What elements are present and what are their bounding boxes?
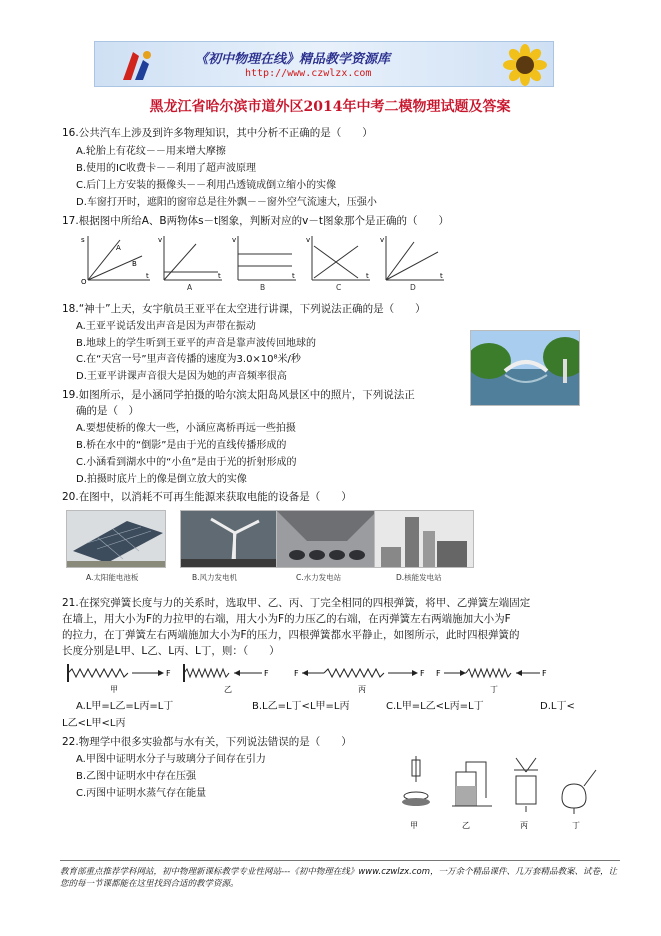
q17-stem: 17.根据图中所给A、B两物体s－t图象，判断对应的v－t图象那个是正确的（ ） [62,215,450,227]
q22-stem: 22.物理学中很多实验都与水有关，下列说法错误的是（ ） [62,736,352,748]
q21-option-c: C.L甲=L乙<L丙=L丁 [386,701,484,712]
q16-option-c: C.后门上方安装的摄像头－－利用凸透镜成倒立缩小的实像 [76,180,337,191]
svg-text:t: t [292,272,295,280]
q17-label-b: B [260,283,266,292]
q17-label-a: A [187,283,193,292]
svg-text:F: F [166,669,171,678]
q19-option-b: B.桥在水中的“倒影”是由于光的直线传播形成的 [76,440,287,451]
svg-text:F: F [264,669,269,678]
q19-stem-line2: 确的是（ ） [76,405,139,417]
q18-option-b: B.地球上的学生听到王亚平的声音是靠声波传回地球的 [76,338,317,349]
q21-option-d-part2: L乙<L甲<L丙 [62,718,126,729]
line-b-label: B [132,260,137,268]
logo-icon [117,46,157,84]
svg-text:v: v [158,236,163,244]
q16-option-a: A.轮胎上有花纹－－用来增大摩擦 [76,146,226,157]
springs-figure [62,662,602,694]
solar-panel-photo [66,510,166,568]
q22-option-c: C.丙图中证明水蒸气存在能量 [76,788,207,799]
q22-option-a: A.甲图中证明水分子与玻璃分子间存在引力 [76,754,266,765]
footer-text: 教育部重点推荐学科网站，初中物理新课标教学专业性网站---《初中物理在线》www.czwlzx.com，一万余个精品课件、几万套精品教案、试卷，让您的每一节课都能在这里找到合适的教学资源。 [60,867,618,889]
svg-text:t: t [440,272,443,280]
document-title: 黑龙江省哈尔滨市道外区2014年中考二模物理试题及答案 [149,99,511,115]
svg-text:乙: 乙 [462,821,470,830]
svg-text:丁: 丁 [572,821,580,830]
q19-stem-line1: 19.如图所示，是小涵同学拍摄的哈尔滨太阳岛风景区中的照片，下列说法正 [62,389,415,401]
caption-solar: A.太阳能电池板 [86,573,139,582]
footer-rule [60,860,620,861]
lake-bridge-photo [470,330,580,406]
svg-text:v: v [380,236,385,244]
q22-option-b: B.乙图中证明水中存在压强 [76,771,197,782]
q17-graph-d [380,232,448,286]
q19-option-c: C.小涵看到湖水中的“小鱼”是由于光的折射形成的 [76,457,297,468]
caption-hydro: C.水力发电站 [296,573,342,582]
axis-t-label: t [146,272,149,280]
wind-turbine-photo [180,510,280,568]
water-experiments-figure [396,752,606,832]
q20-stem: 20.在图中，以消耗不可再生能源来获取电能的设备是（ ） [62,491,352,503]
svg-text:v: v [306,236,311,244]
caption-wind: B.风力发电机 [192,573,238,582]
q21-line3: 的拉力，在丁弹簧左右两端施加大小为F的压力，四根弹簧都水平静止，如图所示，此时四根弹簧的 [62,629,520,641]
svg-text:t: t [218,272,221,280]
svg-text:t: t [366,272,369,280]
nuclear-plant-photo [374,510,474,568]
q17-graph-b [232,232,300,286]
q19-option-a: A.要想使桥的像大一些，小涵应离桥再远一些拍摄 [76,423,296,434]
svg-text:甲: 甲 [110,685,118,694]
q18-stem: 18.“神十”上天，女宇航员王亚平在太空进行讲课，下列说法正确的是（ ） [62,303,426,315]
q17-label-d: D [410,283,416,292]
q17-graph-c [306,232,374,286]
svg-text:F: F [436,669,441,678]
q21-line2: 在墙上，用大小为F的力拉甲的右端，用大小为F的力压乙的右端，在丙弹簧左右两端施加大小为F [62,613,511,625]
origin-label: O [81,278,87,286]
q17-st-graph [80,232,154,286]
banner-url[interactable]: http://www.czwlzx.com [245,68,372,79]
svg-text:F: F [420,669,425,678]
banner-title: 《初中物理在线》精品教学资源库 [195,52,391,67]
caption-nuclear: D.核能发电站 [396,573,442,582]
header-banner [94,41,554,87]
hydropower-photo [276,510,376,568]
q16-stem: 16.公共汽车上涉及到许多物理知识，其中分析不正确的是（ ） [62,127,373,139]
q18-option-a: A.王亚平说话发出声音是因为声带在振动 [76,321,256,332]
svg-text:乙: 乙 [224,685,232,694]
sunflower-icon [497,44,553,86]
svg-text:丙: 丙 [358,685,366,694]
q21-line1: 21.在探究弹簧长度与力的关系时，选取甲、乙、丙、丁完全相同的四根弹簧，将甲、乙弹簧左端固定 [62,597,531,609]
q19-option-d: D.拍摄时底片上的像是倒立放大的实像 [76,474,247,485]
svg-text:v: v [232,236,237,244]
q21-option-a: A.L甲=L乙=L丙=L丁 [76,701,174,712]
q16-option-d: D.车窗打开时，遮阳的窗帘总是往外飘－－窗外空气流速大，压强小 [76,197,377,208]
q16-option-b: B.使用的IC收费卡－－利用了超声波原理 [76,163,256,174]
svg-text:甲: 甲 [410,821,418,830]
q17-label-c: C [336,283,342,292]
svg-text:F: F [542,669,547,678]
q21-option-b: B.L乙=L丁<L甲=L丙 [252,701,350,712]
q21-line4: 长度分别是L甲、L乙、L丙、L丁，则：（ ） [62,645,280,657]
axis-s-label: s [81,236,85,244]
q17-graph-a [158,232,226,286]
svg-text:F: F [294,669,299,678]
q21-option-d-part1: D.L丁< [540,701,575,712]
q18-option-c: C.在“天宫一号”里声音传播的速度为3.0×10⁸米/秒 [76,354,301,365]
q18-option-d: D.王亚平讲课声音很大是因为她的声音频率很高 [76,371,287,382]
line-a-label: A [116,244,121,252]
svg-text:丙: 丙 [520,821,528,830]
svg-text:丁: 丁 [490,685,498,694]
